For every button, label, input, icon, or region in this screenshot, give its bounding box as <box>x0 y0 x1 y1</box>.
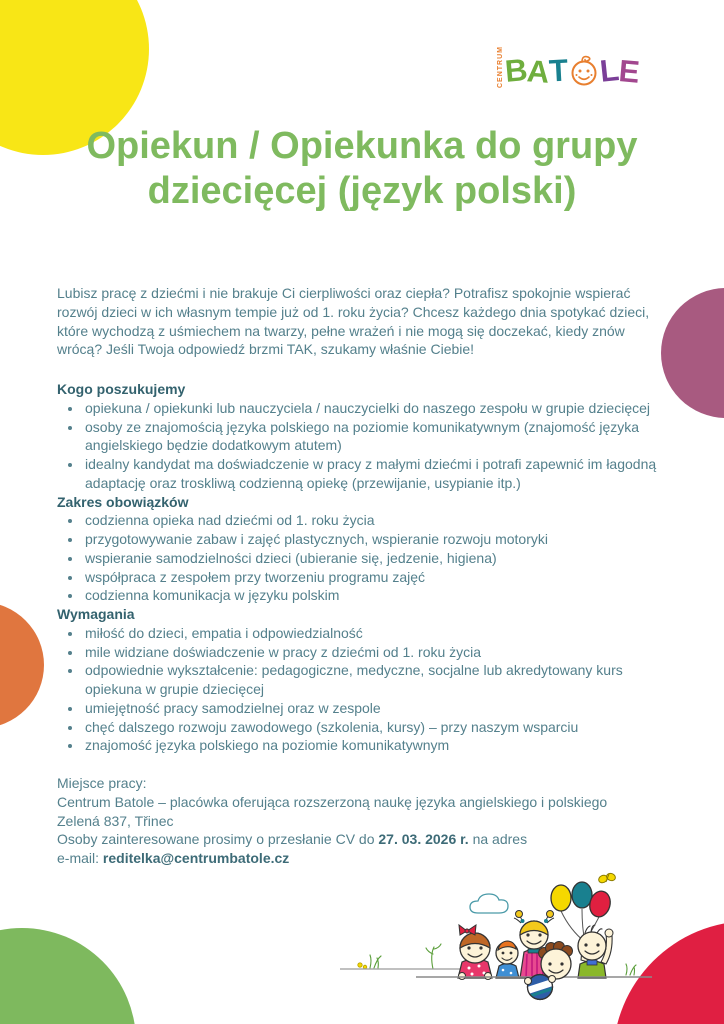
logo-letter-l: L <box>598 51 622 89</box>
children-illustration <box>338 856 660 1008</box>
child-girl-red-bow <box>458 925 492 980</box>
list-item: • umiejętność pracy samodzielnej oraz w zespole <box>83 699 671 718</box>
list-item: • osoby ze znajomością języka polskiego na poziomie komunikatywnym (znajomość języka angielskiego będzie dodatkowym atutem) <box>83 418 671 456</box>
flyer-body <box>57 284 671 868</box>
section-heading: Kogo poszukujemy <box>57 381 186 397</box>
baby-face-icon <box>569 52 599 88</box>
green-circle-decoration <box>0 928 136 1024</box>
cv-deadline-line <box>57 830 671 849</box>
bullet-list <box>57 624 671 755</box>
section-heading: Zakres obowiązków <box>57 493 189 510</box>
list-item: • opiekuna / opiekunki lub nauczyciela / nauczycielki do naszego zespołu w grupie dziecięcej <box>83 399 671 418</box>
balloon-icon <box>551 882 613 942</box>
email-address: reditelka@centrumbatole.cz <box>102 850 290 866</box>
butterfly-icon <box>597 872 616 884</box>
batole-logo <box>496 46 642 90</box>
contact-block <box>57 774 671 868</box>
child-boy-orange-hair <box>496 941 519 978</box>
list-item: • mile widziane doświadczenie w pracy z dziećmi od 1. roku życia <box>83 643 671 662</box>
list-item: • idealny kandydat ma doświadczenie w pracy z małymi dziećmi i potrafi zapewnić im łagodną adaptację oraz troskliwą codzienną opiekę (przewijanie, usypianie itp.) <box>83 455 671 493</box>
flower-decoration <box>358 963 367 969</box>
bullet-list <box>57 511 671 605</box>
workplace-description: Centrum Batole – placówka oferująca rozszerzoną naukę języka angielskiego i polskiego <box>57 793 608 810</box>
cv-prefix: Osoby zainteresowane prosimy o przesłanie CV do <box>57 831 379 848</box>
list-item: • znajomość języka polskiego na poziomie komunikatywnym <box>83 736 671 755</box>
orange-circle-decoration <box>0 602 44 728</box>
logo-centrum-text: CENTRUM <box>496 46 504 88</box>
logo-letter-b: B <box>503 51 529 89</box>
list-item: • codzienna komunikacja w języku polskim <box>83 586 671 605</box>
email-label: e-mail: <box>57 850 103 866</box>
section-kogo-poszukujemy <box>57 380 671 493</box>
logo-letter-t: T <box>548 52 570 88</box>
list-item: • wspieranie samodzielności dzieci (ubieranie się, jedzenie, higiena) <box>83 549 671 568</box>
cv-suffix: na adres <box>468 831 528 848</box>
bullet-list <box>57 399 671 493</box>
list-item: • chęć dalszego rozwoju zawodowego (szkolenia, kursy) – przy naszym wsparciu <box>83 718 671 737</box>
logo-letter-a: A <box>525 52 551 90</box>
section-heading: Wymagania <box>57 606 135 622</box>
section-zakres-obowiazkow <box>57 493 671 606</box>
list-item: • współpraca z zespołem przy tworzeniu programu zajęć <box>83 568 671 587</box>
cv-deadline-date: 27. 03. 2026 r. <box>378 831 469 848</box>
section-wymagania <box>57 605 671 755</box>
list-item: • przygotowywanie zabaw i zajęć plastycznych, wspieranie rozwoju motoryki <box>83 530 671 549</box>
list-item: • miłość do dzieci, empatia i odpowiedzialność <box>83 624 671 643</box>
workplace-address: Zelená 837, Třinec <box>57 812 174 829</box>
cloud-icon <box>470 894 508 913</box>
intro-paragraph: Lubisz pracę z dziećmi i nie brakuje Ci cierpliwości oraz ciepła? Potrafisz spokojnie wspierać rozwój dzieci w ich własnym tempie już od 1. roku życia? Chcesz każdego dnia spotykać dzieci, które wychodzą z uśmiechem na twarzy, pełne wrażeń i nie mogą się doczekać, kiedy znów wrócą? Jeśli Twoja odpowiedź brzmi TAK, szukamy właśnie Ciebie! <box>57 285 650 358</box>
list-item: • codzienna opieka nad dziećmi od 1. roku życia <box>83 511 671 530</box>
page-title: Opiekun / Opiekunka do grupy dziecięcej (język polski) <box>86 125 638 212</box>
workplace-label: Miejsce pracy: <box>57 775 147 791</box>
list-item: • odpowiednie wykształcenie: pedagogiczne, medyczne, socjalne lub akredytowany kurs opiekuna w grupie dziecięcej <box>83 661 671 699</box>
logo-letter-e: E <box>617 52 642 90</box>
